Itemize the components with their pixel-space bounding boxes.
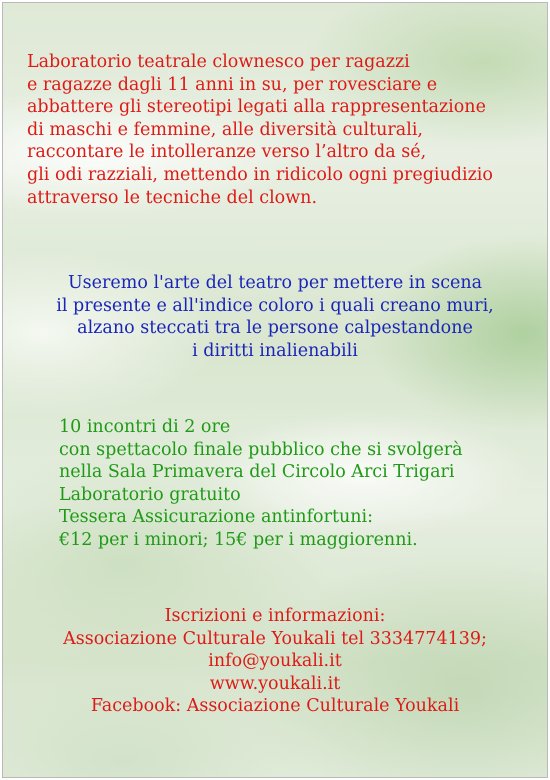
mission-line: il presente e all'indice coloro i quali creano muri, — [56, 295, 494, 316]
flyer — [2, 2, 548, 778]
intro-line: gli odi razziali, mettendo in ridicolo ogni pregiudizio — [27, 164, 493, 185]
intro-line: e ragazze dagli 11 anni in su, per rovesciare e — [27, 74, 438, 95]
details-line: nella Sala Primavera del Circolo Arci Trigari — [59, 462, 455, 483]
contacts-facebook: Facebook: Associazione Culturale Youkali — [90, 696, 460, 717]
details-paragraph — [59, 416, 463, 552]
contacts-phone: Associazione Culturale Youkali tel 3334774139; — [63, 628, 487, 649]
mission-line: Useremo l'arte del teatro per mettere in scena — [67, 273, 483, 293]
details-line: €12 per i minori; 15€ per i maggiorenni. — [59, 529, 418, 550]
mission-paragraph — [3, 272, 547, 362]
intro-line: raccontare le intolleranze verso l’altro da sé, — [27, 142, 427, 163]
contacts-email: info@youkali.it — [208, 651, 342, 672]
contacts-heading: Iscrizioni e informazioni: — [164, 606, 386, 626]
mission-line: alzano steccati tra le persone calpestandone — [77, 318, 473, 339]
details-line: con spettacolo finale pubblico che si svolgerà — [59, 439, 463, 460]
details-line: Tessera Assicurazione antinfortuni: — [59, 507, 374, 528]
intro-line: abbattere gli stereotipi legati alla rappresentazione — [27, 97, 486, 118]
contacts-block — [3, 605, 547, 718]
intro-line: attraverso le tecniche del clown. — [27, 187, 318, 208]
details-line: Laboratorio gratuito — [59, 484, 241, 505]
intro-line: Laboratorio teatrale clownesco per ragazzi — [27, 52, 410, 72]
mission-line: i diritti inalienabili — [192, 340, 358, 361]
contacts-website: www.youkali.it — [209, 673, 341, 694]
intro-line: di maschi e femmine, alle diversità culturali, — [27, 119, 423, 140]
details-line: 10 incontri di 2 ore — [59, 417, 231, 437]
intro-paragraph — [27, 51, 493, 209]
